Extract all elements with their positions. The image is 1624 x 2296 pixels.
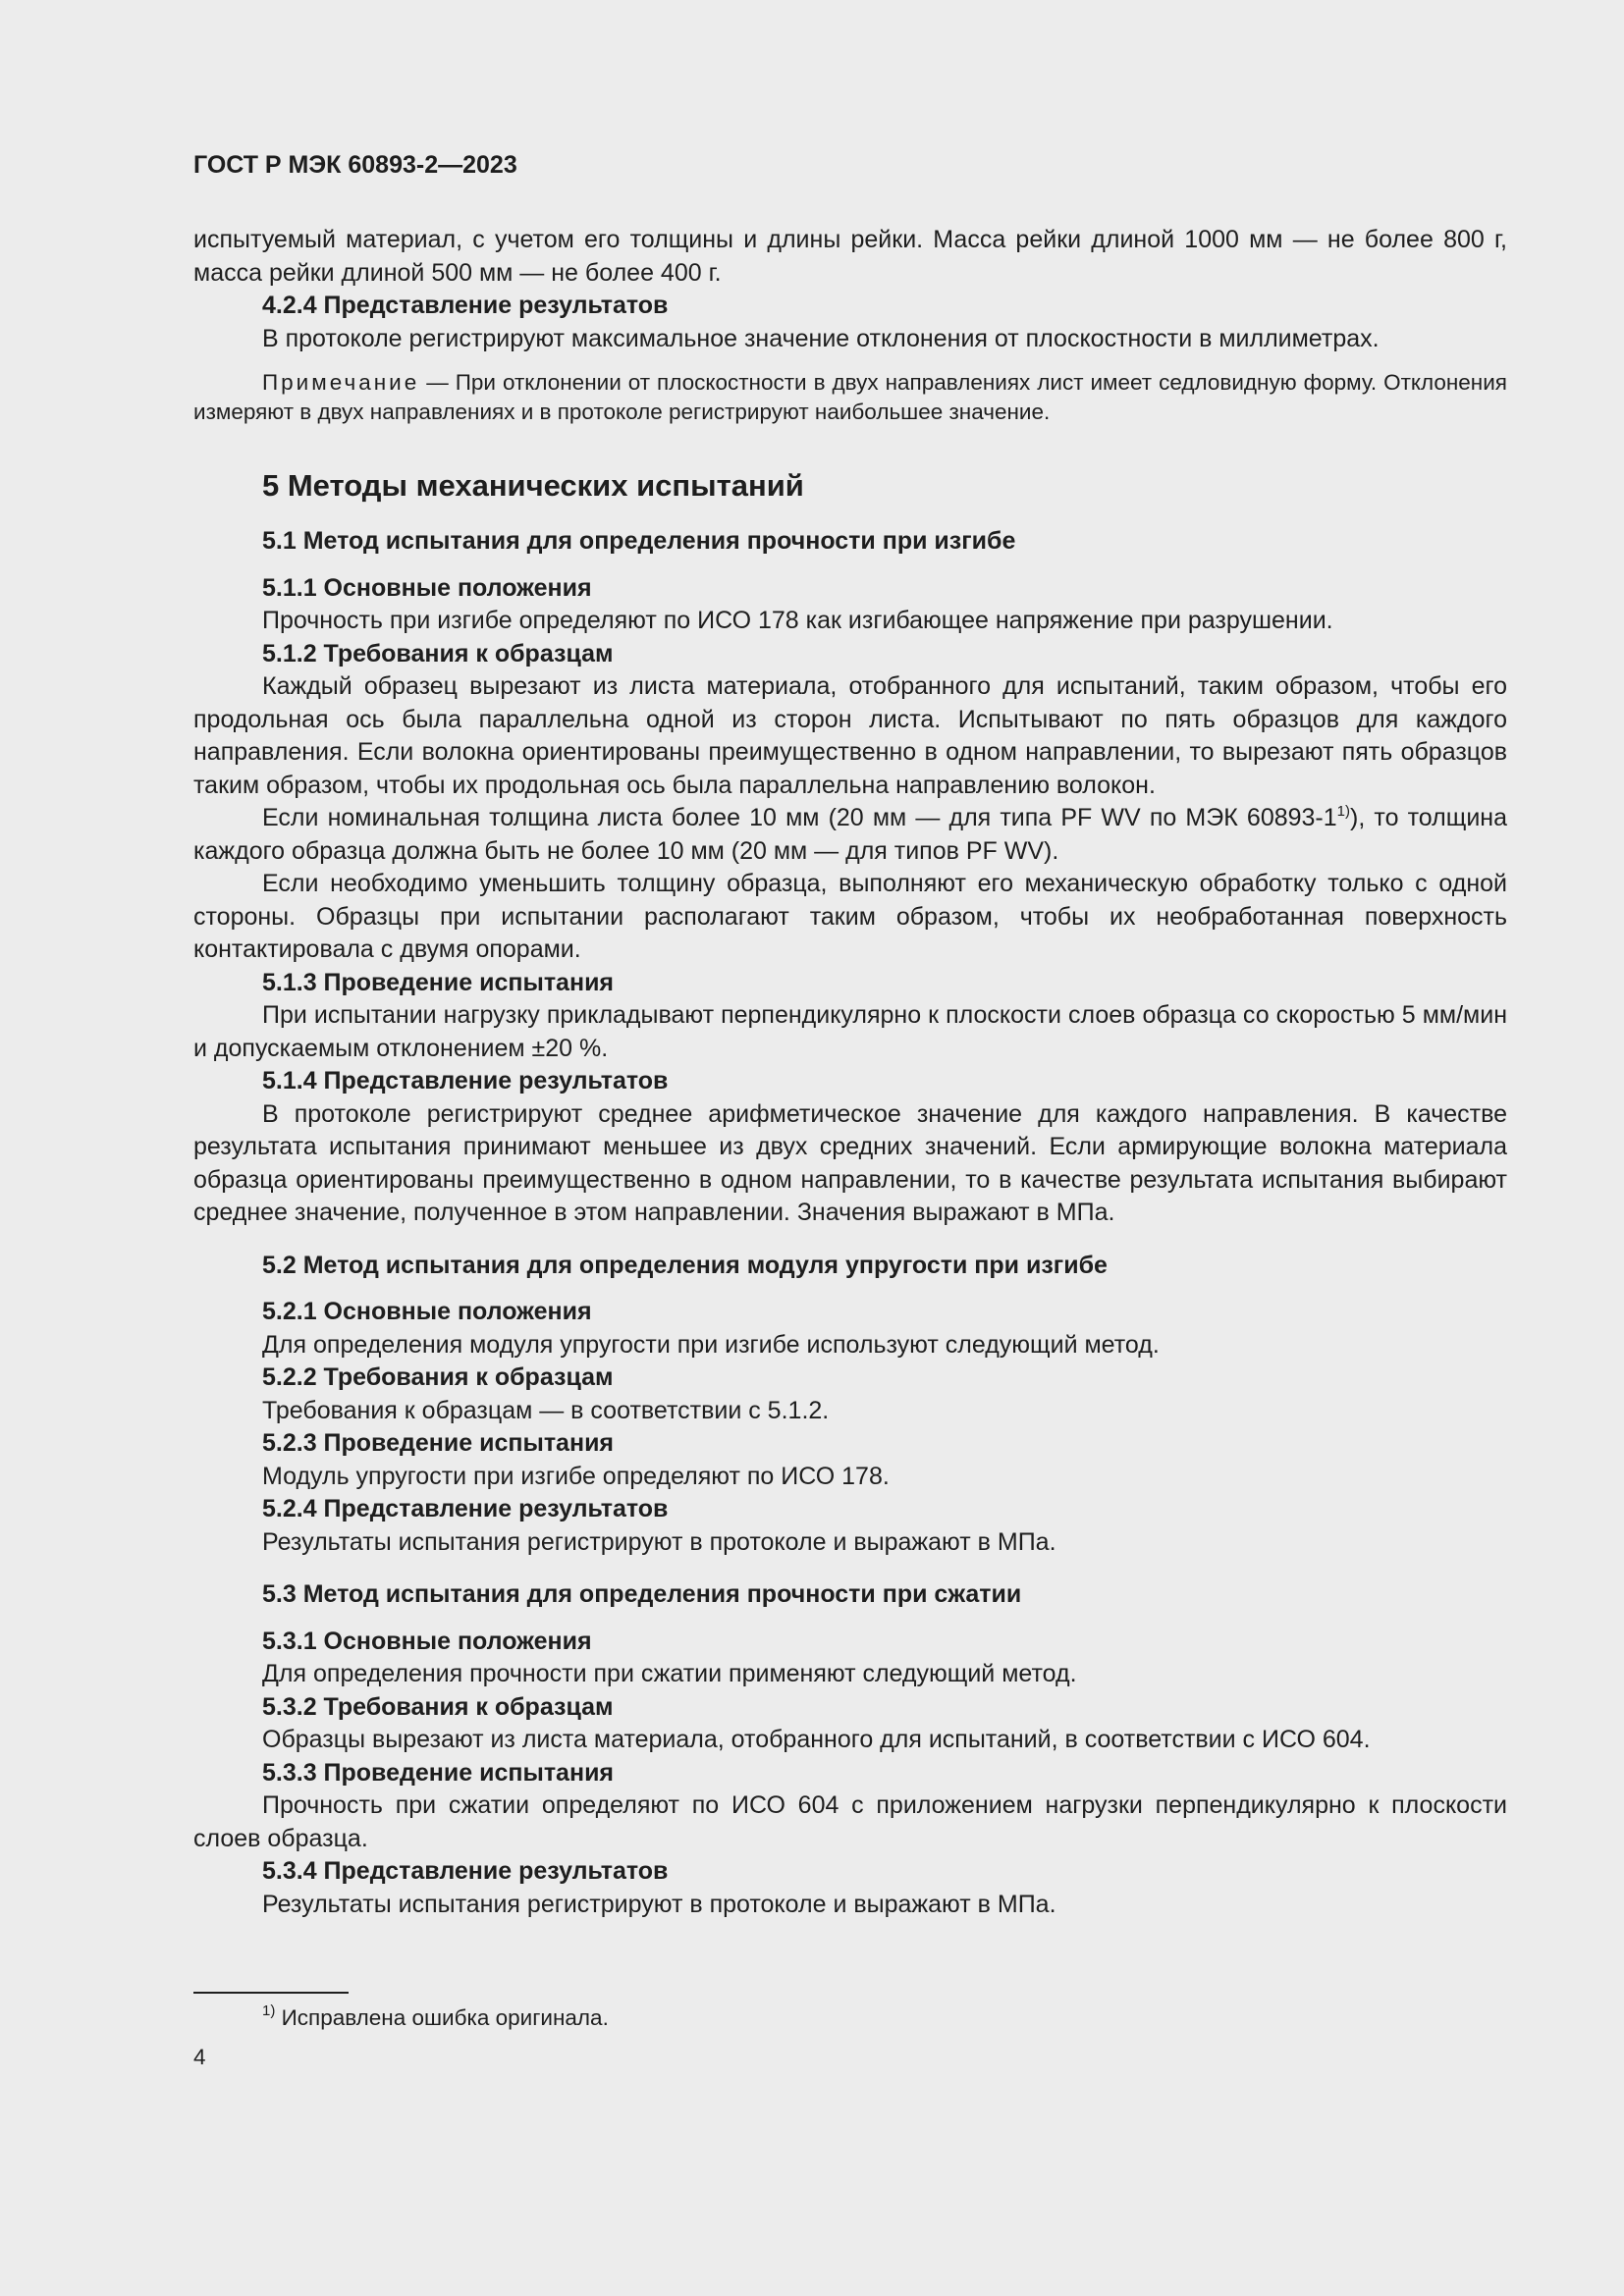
- intro-paragraph: испытуемый материал, с учетом его толщины и длины рейки. Масса рейки длиной 1000 мм — не более 800 г, масса рейки длиной 500 мм — не более 400 г.: [193, 226, 1507, 287]
- document-page: [193, 145, 1507, 2072]
- paragraph-5-1-2-c: Если необходимо уменьшить толщину образца, выполняют его механическую обработку только с одной стороны. Образцы при испытании располагают таким образом, чтобы их необработанная поверхность контактировала с двумя опорами.: [193, 870, 1507, 963]
- section-5-2-heading: 5.2 Метод испытания для определения модуля упругости при изгибе: [262, 1251, 1108, 1279]
- page-number: 4: [193, 2045, 206, 2069]
- note: [193, 368, 1507, 427]
- note-text: — При отклонении от плоскостности в двух направлениях лист имеет седловидную форму. Отклонения измеряют в двух направлениях и в протоколе регистрируют наибольшее значение.: [193, 370, 1507, 424]
- heading-5-2-3: 5.2.3 Проведение испытания: [262, 1429, 615, 1457]
- note-label: Примечание: [262, 370, 420, 395]
- paragraph-5-1-4: В протоколе регистрируют среднее арифметическое значение для каждого направления. В качестве результата испытания принимают меньшее из двух средних значений. Если армирующие волокна материала образца ориентированы преимущественно в одном направлении, то в качестве результата испытания выбирают среднее значение, полученное в этом направлении. Значения выражают в МПа.: [193, 1099, 1507, 1226]
- paragraph-5-2-4: Результаты испытания регистрируют в протоколе и выражают в МПа.: [262, 1527, 1056, 1556]
- section-5-heading: 5 Методы механических испытаний: [262, 468, 804, 503]
- heading-5-1-3: 5.1.3 Проведение испытания: [262, 968, 615, 996]
- document-header: ГОСТ Р МЭК 60893-2—2023: [193, 151, 517, 179]
- paragraph-5-3-3: Прочность при сжатии определяют по ИСО 604 с приложением нагрузки перпендикулярно к плоскости слоев образца.: [193, 1791, 1507, 1852]
- heading-5-1-4: 5.1.4 Представление результатов: [262, 1067, 669, 1095]
- section-5-3-heading: 5.3 Метод испытания для определения прочности при сжатии: [262, 1580, 1022, 1608]
- paragraph-5-1-1: Прочность при изгибе определяют по ИСО 178 как изгибающее напряжение при разрушении.: [262, 607, 1333, 634]
- footnote-divider: [193, 1992, 349, 1994]
- heading-5-2-4: 5.2.4 Представление результатов: [262, 1495, 669, 1522]
- footnote-mark: 1): [262, 2002, 276, 2019]
- paragraph-5-2-1: Для определения модуля упругости при изгибе используют следующий метод.: [262, 1330, 1160, 1359]
- paragraph-4-2-4: В протоколе регистрируют максимальное значение отклонения от плоскостности в миллиметрах.: [262, 324, 1380, 352]
- footnote-reference: 1): [1336, 803, 1351, 820]
- paragraph-5-3-1: Для определения прочности при сжатии применяют следующий метод.: [262, 1660, 1077, 1687]
- heading-5-3-2: 5.3.2 Требования к образцам: [262, 1692, 614, 1721]
- paragraph-5-3-2: Образцы вырезают из листа материала, отобранного для испытаний, в соответствии с ИСО 604.: [262, 1726, 1371, 1753]
- heading-5-3-4: 5.3.4 Представление результатов: [262, 1857, 669, 1885]
- paragraph-5-1-2-a: Каждый образец вырезают из листа материала, отобранного для испытаний, таким образом, чтобы его продольная ось была параллельна одной из сторон листа. Испытывают по пять образцов для каждого направления. Если волокна ориентированы преимущественно в одном направлении, то вырезают пять образцов таким образом, чтобы их продольная ось была параллельна направлению волокон.: [193, 672, 1507, 799]
- heading-5-1-2: 5.1.2 Требования к образцам: [262, 639, 614, 667]
- paragraph-5-1-3: При испытании нагрузку прикладывают перпендикулярно к плоскости слоев образца со скоростью 5 мм/мин и допускаемым отклонением ±20 %.: [193, 1001, 1507, 1062]
- paragraph-5-1-2-b-end: ), то толщина каждого образца должна быть не более 10 мм (20 мм — для типов PF WV).: [193, 804, 1507, 865]
- paragraph-5-2-3: Модуль упругости при изгибе определяют по ИСО 178.: [262, 1462, 890, 1490]
- footnote: [193, 2003, 1507, 2033]
- heading-4-2-4: 4.2.4 Представление результатов: [262, 292, 669, 319]
- section-5-1-heading: 5.1 Метод испытания для определения прочности при изгибе: [262, 527, 1016, 555]
- heading-5-2-2: 5.2.2 Требования к образцам: [262, 1363, 614, 1391]
- heading-5-3-3: 5.3.3 Проведение испытания: [262, 1758, 615, 1787]
- paragraph-5-1-2-b-start: Если номинальная толщина листа более 10 мм (20 мм — для типа PF WV по МЭК 60893-1: [262, 804, 1337, 831]
- paragraph-5-3-4: Результаты испытания регистрируют в протоколе и выражают в МПа.: [262, 1890, 1056, 1918]
- paragraph-5-2-2: Требования к образцам — в соответствии с 5.1.2.: [262, 1396, 830, 1424]
- heading-5-3-1: 5.3.1 Основные положения: [262, 1627, 592, 1655]
- footnote-text: Исправлена ошибка оригинала.: [275, 2005, 609, 2030]
- heading-5-2-1: 5.2.1 Основные положения: [262, 1298, 592, 1325]
- heading-5-1-1: 5.1.1 Основные положения: [262, 573, 592, 602]
- paragraph-5-1-2-b: [193, 802, 1507, 868]
